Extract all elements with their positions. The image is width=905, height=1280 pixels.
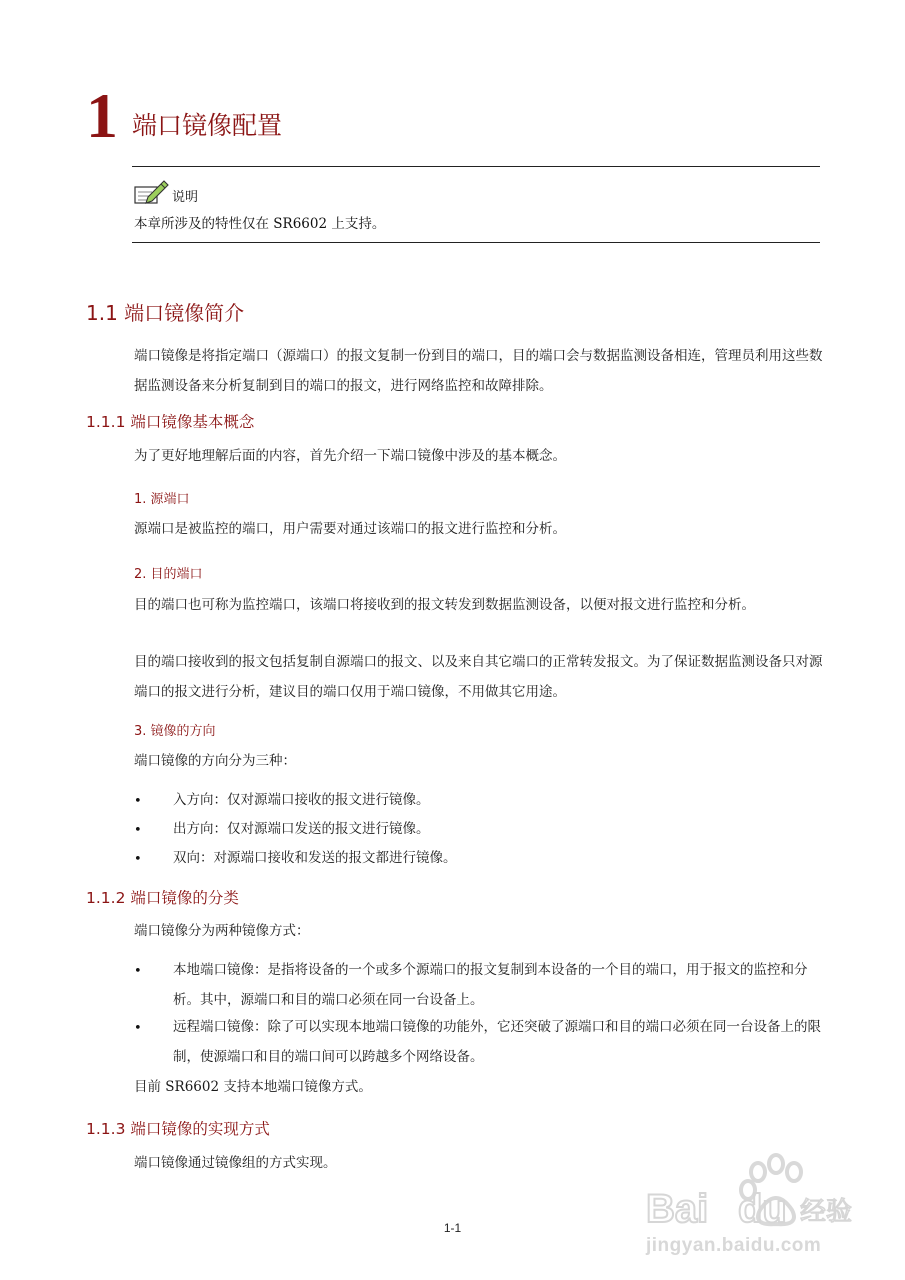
- chapter-number: 1: [86, 80, 118, 151]
- bullet-marker: •: [134, 964, 142, 979]
- local-mirroring-bullet: 本地端口镜像：是指将设备的一个或多个源端口的报文复制到本设备的一个目的端口，用于报文的监控和分析。其中，源端口和目的端口必须在同一台设备上。: [173, 962, 808, 1008]
- svg-text:经验: 经验: [800, 1197, 853, 1227]
- mirror-direction-intro: 端口镜像的方向分为三种：: [134, 753, 296, 769]
- direction-bullet-outbound: 出方向：仅对源端口发送的报文进行镜像。: [173, 821, 430, 837]
- svg-text:du: du: [738, 1187, 787, 1231]
- section-1-1-1-intro: 为了更好地理解后面的内容，首先介绍一下端口镜像中涉及的基本概念。: [134, 448, 566, 464]
- bullet-marker: •: [134, 852, 142, 867]
- bullet-marker: •: [134, 1021, 142, 1036]
- section-heading-1-1-1: 1.1.1 端口镜像基本概念: [86, 413, 255, 431]
- chapter-title: 端口镜像配置: [132, 111, 283, 140]
- destination-port-paragraph-2: 目的端口接收到的报文包括复制自源端口的报文、以及来自其它端口的正常转发报文。为了保证数据监测设备只对源端口的报文进行分析，建议目的端口仅用于端口镜像，不用做其它用途。: [134, 654, 823, 700]
- note-bottom-rule: [132, 242, 820, 243]
- note-pencil-icon: [134, 178, 170, 206]
- section-heading-1-1-2: 1.1.2 端口镜像的分类: [86, 889, 239, 907]
- section-1-1-2-footer: 目前 SR6602 支持本地端口镜像方式。: [134, 1079, 372, 1095]
- note-text: 本章所涉及的特性仅在 SR6602 上支持。: [134, 216, 386, 232]
- section-1-1-3-paragraph: 端口镜像通过镜像组的方式实现。: [134, 1155, 337, 1171]
- page-number: 1-1: [443, 1221, 462, 1235]
- svg-text:Bai: Bai: [646, 1187, 709, 1231]
- destination-port-paragraph-1: 目的端口也可称为监控端口，该端口将接收到的报文转发到数据监测设备，以便对报文进行监控和分析。: [134, 597, 755, 613]
- subheading-destination-port: 2. 目的端口: [134, 567, 203, 582]
- watermark-url: jingyan.baidu.com: [646, 1235, 822, 1256]
- section-1-1-2-intro: 端口镜像分为两种镜像方式：: [134, 923, 310, 939]
- bullet-marker: •: [134, 823, 142, 838]
- subheading-mirror-direction: 3. 镜像的方向: [134, 724, 216, 739]
- bullet-marker: •: [134, 794, 142, 809]
- subheading-source-port: 1. 源端口: [134, 492, 190, 507]
- remote-mirroring-bullet: 远程端口镜像：除了可以实现本地端口镜像的功能外，它还突破了源端口和目的端口必须在同一台设备上的限制，使源端口和目的端口间可以跨越多个网络设备。: [173, 1019, 821, 1065]
- note-label: 说明: [172, 190, 199, 205]
- note-top-rule: [132, 166, 820, 167]
- direction-bullet-both: 双向：对源端口接收和发送的报文都进行镜像。: [173, 850, 457, 866]
- section-heading-1-1: 1.1 端口镜像简介: [86, 301, 245, 325]
- source-port-paragraph: 源端口是被监控的端口，用户需要对通过该端口的报文进行监控和分析。: [134, 521, 566, 537]
- section-heading-1-1-3: 1.1.3 端口镜像的实现方式: [86, 1120, 270, 1138]
- section-1-1-paragraph: 端口镜像是将指定端口（源端口）的报文复制一份到目的端口，目的端口会与数据监测设备相连，管理员利用这些数据监测设备来分析复制到目的端口的报文，进行网络监控和故障排除。: [134, 348, 823, 394]
- direction-bullet-inbound: 入方向：仅对源端口接收的报文进行镜像。: [173, 792, 430, 808]
